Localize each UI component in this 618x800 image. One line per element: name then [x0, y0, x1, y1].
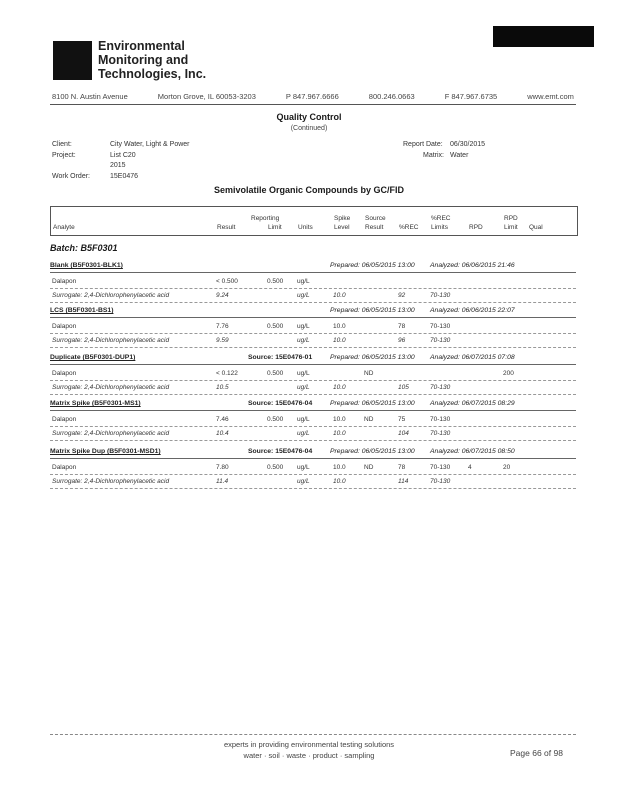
cell-rec: 92: [398, 292, 406, 299]
cell-analyte: Dalapon: [52, 416, 77, 423]
cell-spike: 10.0: [333, 430, 346, 437]
cell-rec: 105: [398, 384, 409, 391]
group-name: Blank (B5F0301-BLK1): [50, 262, 123, 269]
cell-units: ug/L: [297, 430, 310, 437]
row-divider: [50, 288, 576, 289]
footer-divider: [50, 734, 576, 735]
cell-rec: 96: [398, 337, 406, 344]
cell-analyte: Surrogate: 2,4-Dichlorophenylacetic acid: [52, 478, 170, 485]
group-analyzed: Analyzed: 06/07/2015 08:50: [430, 448, 515, 455]
col-rpd-limit-top: RPD: [504, 215, 518, 222]
cell-spike: 10.0: [333, 478, 346, 485]
cell-analyte: Dalapon: [52, 323, 77, 330]
cell-result: 7.76: [216, 323, 229, 330]
cell-rl: 0.500: [267, 323, 284, 330]
cell-rec: 114: [398, 478, 409, 485]
cell-limits: 70-130: [430, 384, 451, 391]
table-header: [50, 206, 578, 236]
report-subtitle: (Continued): [290, 125, 328, 132]
col-reporting: Reporting: [251, 215, 280, 222]
workorder-label: Work Order:: [52, 173, 90, 180]
cell-result: 7.46: [216, 416, 229, 423]
cell-limits: 70-130: [430, 416, 451, 423]
group-prepared: Prepared: 06/05/2015 13:00: [330, 400, 415, 407]
col-source-result: Result: [365, 224, 384, 231]
col-rec: %REC: [399, 224, 419, 231]
group-analyzed: Analyzed: 06/07/2015 08:29: [430, 400, 515, 407]
address-line: [52, 92, 574, 101]
group-analyzed: Analyzed: 06/07/2015 07:08: [430, 354, 515, 361]
group-analyzed: Analyzed: 06/06/2015 21:46: [430, 262, 515, 269]
cell-analyte: Dalapon: [52, 278, 77, 285]
cell-analyte: Surrogate: 2,4-Dichlorophenylacetic acid: [52, 384, 170, 391]
cell-limits: 70-130: [430, 292, 451, 299]
redaction-bar: [493, 26, 594, 47]
project-label: Project:: [52, 152, 76, 159]
cell-source: ND: [364, 416, 374, 423]
cell-source: ND: [364, 464, 374, 471]
group-underline: [50, 410, 576, 411]
group-underline: [50, 317, 576, 318]
company-name-line2: Monitoring and: [98, 53, 189, 67]
group-prepared: Prepared: 06/05/2015 13:00: [330, 354, 415, 361]
workorder-value: 15E0476: [110, 173, 139, 180]
row-divider: [50, 394, 576, 395]
address-tollfree: 800.246.0663: [368, 92, 415, 101]
cell-result: 9.24: [216, 292, 229, 299]
group-source: Source: 15E0476-04: [248, 448, 313, 455]
cell-spike: 10.0: [333, 292, 346, 299]
cell-units: ug/L: [297, 464, 310, 471]
cell-result: < 0.122: [216, 370, 238, 377]
group-analyzed: Analyzed: 06/06/2015 22:07: [430, 307, 515, 314]
col-source: Source: [365, 215, 386, 222]
cell-limits: 70-130: [430, 478, 451, 485]
col-spike-level: Level: [334, 224, 350, 231]
cell-limits: 70-130: [430, 337, 451, 344]
cell-result: 10.4: [216, 430, 229, 437]
address-phone: P 847.967.6666: [285, 92, 339, 101]
matrix-value: Water: [450, 152, 469, 159]
group-underline: [50, 364, 576, 365]
cell-rpdlim: 200: [503, 370, 514, 377]
group-name: Matrix Spike (B5F0301-MS1): [50, 400, 141, 407]
group-source: Source: 15E0476-01: [248, 354, 313, 361]
group-underline: [50, 458, 576, 459]
row-divider: [50, 333, 576, 334]
client-label: Client:: [52, 141, 72, 148]
cell-rec: 78: [398, 323, 406, 330]
col-rpd-limit: Limit: [504, 224, 518, 231]
cell-units: ug/L: [297, 323, 310, 330]
cell-rec: 104: [398, 430, 409, 437]
cell-limits: 70-130: [430, 464, 451, 471]
cell-analyte: Surrogate: 2,4-Dichlorophenylacetic acid: [52, 337, 170, 344]
company-name-line1: Environmental: [98, 39, 185, 53]
footer-tagline: experts in providing environmental testing solutions: [223, 740, 395, 749]
col-analyte: Analyte: [53, 224, 75, 231]
cell-analyte: Surrogate: 2,4-Dichlorophenylacetic acid: [52, 292, 170, 299]
row-divider: [50, 474, 576, 475]
cell-spike: 10.0: [333, 416, 346, 423]
group-name: Duplicate (B5F0301-DUP1): [50, 354, 136, 361]
cell-units: ug/L: [297, 370, 310, 377]
group-underline: [50, 272, 576, 273]
batch-label: Batch: B5F0301: [50, 243, 118, 253]
cell-units: ug/L: [297, 278, 310, 285]
report-date-label: Report Date:: [403, 141, 443, 148]
cell-rl: 0.500: [267, 278, 284, 285]
cell-spike: 10.0: [333, 337, 346, 344]
cell-units: ug/L: [297, 292, 310, 299]
report-date-value: 06/30/2015: [450, 141, 486, 148]
group-prepared: Prepared: 06/05/2015 13:00: [330, 262, 415, 269]
cell-result: 9.59: [216, 337, 229, 344]
group-prepared: Prepared: 06/05/2015 13:00: [330, 307, 415, 314]
row-divider: [50, 488, 576, 489]
project-year: 2015: [110, 162, 126, 169]
company-name: [98, 39, 206, 81]
cell-rec: 78: [398, 464, 406, 471]
row-divider: [50, 347, 576, 348]
group-source: Source: 15E0476-04: [248, 400, 313, 407]
cell-rec: 75: [398, 416, 406, 423]
project-value: List C20: [110, 152, 136, 159]
cell-source: ND: [364, 370, 374, 377]
col-rec-limits-top: %REC: [431, 215, 451, 222]
cell-units: ug/L: [297, 384, 310, 391]
section-title: Semivolatile Organic Compounds by GC/FID: [213, 185, 405, 195]
footer-services: water · soil · waste · product · sampling: [243, 751, 375, 760]
cell-rpdlim: 20: [503, 464, 511, 471]
header-divider: [50, 104, 576, 105]
cell-units: ug/L: [297, 416, 310, 423]
client-value: City Water, Light & Power: [110, 141, 190, 148]
company-logo-icon: [53, 41, 92, 80]
cell-rpd: 4: [468, 464, 472, 471]
cell-limits: 70-130: [430, 323, 451, 330]
cell-analyte: Dalapon: [52, 370, 77, 377]
company-name-line3: Technologies, Inc.: [98, 67, 207, 81]
cell-result: 7.80: [216, 464, 229, 471]
row-divider: [50, 426, 576, 427]
cell-limits: 70-130: [430, 430, 451, 437]
col-rec-limits: Limits: [431, 224, 448, 231]
col-spike: Spike: [334, 215, 351, 222]
address-street: 8100 N. Austin Avenue: [52, 92, 128, 101]
col-units: Units: [298, 224, 313, 231]
address-fax: F 847.967.6735: [444, 92, 498, 101]
cell-rl: 0.500: [267, 416, 284, 423]
cell-spike: 10.0: [333, 464, 346, 471]
cell-spike: 10.0: [333, 323, 346, 330]
group-prepared: Prepared: 06/05/2015 13:00: [330, 448, 415, 455]
row-divider: [50, 440, 576, 441]
matrix-label: Matrix:: [423, 152, 444, 159]
row-divider: [50, 380, 576, 381]
group-name: Matrix Spike Dup (B5F0301-MSD1): [50, 448, 161, 455]
col-rpd: RPD: [469, 224, 483, 231]
address-web: www.emt.com: [527, 92, 574, 101]
col-result: Result: [217, 224, 236, 231]
group-name: LCS (B5F0301-BS1): [50, 307, 114, 314]
cell-units: ug/L: [297, 478, 310, 485]
cell-result: < 0.500: [216, 278, 238, 285]
cell-spike: 10.0: [333, 384, 346, 391]
cell-rl: 0.500: [267, 464, 284, 471]
report-title: Quality Control: [276, 112, 342, 122]
cell-analyte: Dalapon: [52, 464, 77, 471]
row-divider: [50, 302, 576, 303]
cell-analyte: Surrogate: 2,4-Dichlorophenylacetic acid: [52, 430, 170, 437]
col-limit: Limit: [268, 224, 282, 231]
page-number: Page 66 of 98: [510, 748, 563, 758]
cell-result: 11.4: [216, 478, 229, 485]
col-qual: Qual: [529, 224, 543, 231]
address-city: Morton Grove, IL 60053-3203: [157, 92, 256, 101]
cell-units: ug/L: [297, 337, 310, 344]
cell-result: 10.5: [216, 384, 229, 391]
cell-rl: 0.500: [267, 370, 284, 377]
